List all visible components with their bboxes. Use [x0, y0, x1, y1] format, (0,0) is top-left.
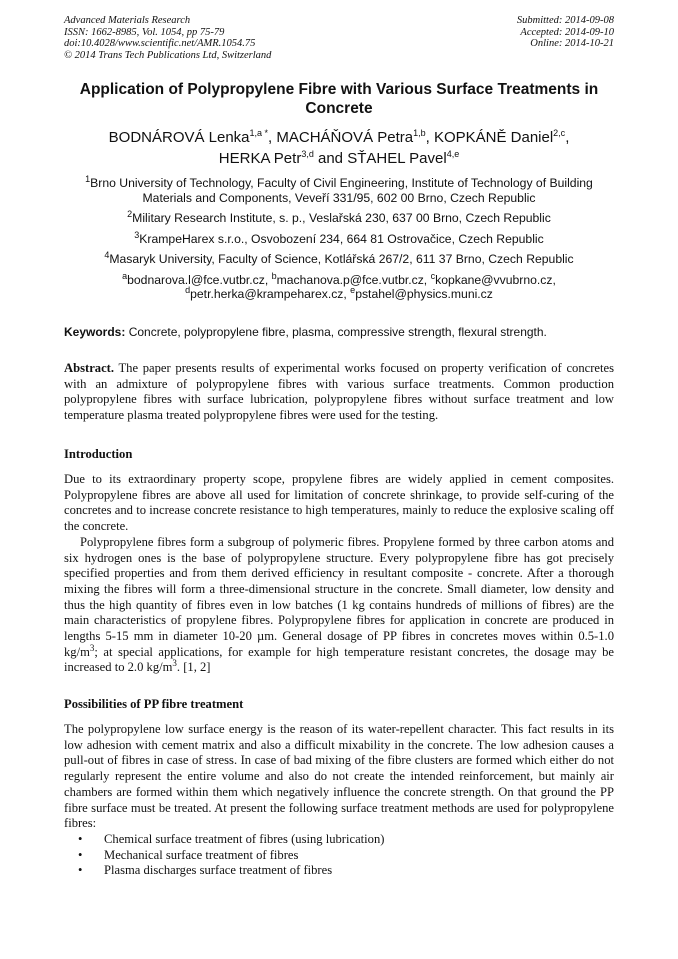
author-name: SŤAHEL Pavel — [347, 150, 447, 167]
affiliation-sup: 1 — [85, 173, 91, 184]
bullet-icon: • — [78, 831, 83, 846]
author-emails — [60, 270, 618, 302]
affiliation-sup: 2 — [127, 208, 133, 219]
affiliation-sup: 4 — [104, 249, 110, 260]
section-heading-introduction: Introduction — [64, 447, 133, 461]
paragraph-text: ; at special applications, for example for high temperature resistant concretes, the dosage may be increased to 2.0 kg/m — [64, 644, 614, 675]
introduction-body — [64, 472, 614, 676]
publication-dates — [517, 15, 614, 50]
email-sup: d — [185, 284, 191, 295]
section-heading-possibilities: Possibilities of PP fibre treatment — [64, 697, 244, 711]
affiliation-sup: 3 — [134, 229, 140, 240]
affiliation-text: KrampeHarex s.r.o., Osvobození 234, 664 81 Ostrovačice, Czech Republic — [139, 231, 544, 246]
author-affil-sup: 4,e — [446, 149, 460, 159]
email-link[interactable]: bodnarova.l@fce.vutbr.cz, — [127, 272, 272, 287]
author-affil-sup: 3,d — [301, 149, 314, 159]
author-name: HERKA Petr — [218, 150, 302, 167]
journal-name: Advanced Materials Research — [64, 15, 191, 26]
email-link[interactable]: kopkane@vvubrno.cz, — [435, 272, 556, 287]
paragraph — [64, 535, 614, 676]
email-link[interactable]: pstahel@physics.muni.cz — [355, 287, 493, 301]
journal-issn: ISSN: 1662-8985, Vol. 1054, pp 75-79 — [64, 26, 225, 38]
paper-title: Application of Polypropylene Fibre with Various Surface Treatments in Concrete — [79, 81, 599, 117]
paragraph: The polypropylene low surface energy is the reason of its water-repellent character. This fact results in its low adhesion with cement matrix and also a difficult mixability in the concrete. The low adhesion causes a pull-out of fibres in case of stress. In case of bad mixing of the fibre clusters are formed which either do not regularly represent the entire volume and also do not create the intended reinforcement, but mainly air chambers are formed within them which negatively influence the concrete strength. On that ground the PP fibre surface must be treated. At present the following surface treatment methods are used for polypropylene fibres: — [64, 722, 614, 831]
author-list — [50, 127, 628, 169]
affiliation — [60, 229, 618, 247]
author-affil-sup: 2,c — [553, 128, 566, 138]
affiliations — [60, 173, 618, 302]
keywords — [64, 325, 624, 340]
list-item — [64, 863, 614, 879]
submitted-date: Submitted: 2014-09-08 — [516, 15, 614, 26]
abstract-label: Abstract. — [64, 361, 115, 375]
email-sup: a — [122, 270, 128, 281]
bullet-icon: • — [78, 847, 83, 862]
affiliation — [60, 208, 618, 226]
list-item — [64, 848, 614, 864]
online-date: Online: 2014-10-21 — [530, 38, 614, 50]
list-item — [64, 832, 614, 848]
author-name: MACHÁŇOVÁ Petra — [276, 129, 414, 146]
author-name: BODNÁROVÁ Lenka — [108, 129, 250, 146]
author-and: and — [313, 150, 348, 167]
affiliation-text: Brno University of Technology, Faculty of Civil Engineering, Institute of Technology of Building Materials and Components, Veveří 331/95, 602 00 Brno, Czech Republic — [90, 176, 593, 205]
journal-doi: doi:10.4028/www.scientific.net/AMR.1054.75 — [64, 38, 256, 50]
author-sep: , — [565, 129, 570, 146]
superscript: 3 — [172, 658, 177, 669]
paragraph: Due to its extraordinary property scope, propylene fibres are widely applied in cement composites. Polypropylene fibres are above all used for limitation of concrete shrinkage, to provide self-curing of the concretes and to increase concrete resistance to high temperatures, mainly to reduce the explosive scaling off the concrete. — [64, 472, 614, 534]
email-sup: c — [430, 270, 436, 281]
journal-info — [64, 15, 271, 61]
author-affil-sup: 1,b — [413, 128, 426, 138]
bullet-icon: • — [78, 863, 83, 878]
author-name: KOPKÁNĚ Daniel — [433, 129, 554, 146]
author-sep: , — [425, 129, 434, 146]
email-link[interactable]: machanova.p@fce.vutbr.cz, — [276, 272, 431, 287]
citation: . [1, 2] — [176, 660, 211, 675]
author-affil-sup: 1,a * — [249, 128, 269, 138]
author-sep: , — [268, 129, 277, 146]
abstract-text: The paper presents results of experimental works focused on property verification of concretes with an admixture of polypropylene fibres with various surface treatments. Common production polypropylene fibres with surface lubrication, polypropylene fibres without surface treatment and low temperature plasma treated polypropylene fibres were used for the testing. — [64, 361, 614, 423]
list-item-text: Plasma discharges surface treatment of fibres — [104, 863, 333, 878]
possibilities-body — [64, 722, 614, 879]
email-sup: e — [350, 284, 356, 295]
affiliation — [60, 173, 618, 205]
superscript: 3 — [89, 642, 95, 653]
email-sup: b — [271, 270, 277, 281]
list-item-text: Chemical surface treatment of fibres (using lubrication) — [104, 831, 385, 846]
keywords-label: Keywords: — [64, 325, 126, 339]
affiliation-text: Military Research Institute, s. p., Veslařská 230, 637 00 Brno, Czech Republic — [132, 211, 551, 225]
affiliation — [60, 249, 618, 267]
list-item-text: Mechanical surface treatment of fibres — [104, 847, 299, 862]
abstract — [64, 361, 614, 424]
email-link[interactable]: petr.herka@krampeharex.cz, — [190, 287, 351, 301]
treatment-methods-list — [64, 832, 614, 879]
affiliation-text: Masaryk University, Faculty of Science, Kotlářská 267/2, 611 37 Brno, Czech Republic — [109, 252, 574, 266]
keywords-text: Concrete, polypropylene fibre, plasma, compressive strength, flexural strength. — [125, 325, 547, 339]
paragraph-text: Polypropylene fibres form a subgroup of polymeric fibres. Propylene formed by three carbon atoms and six hydrogen ones is the base of polypropylene structure. Every polypropylene fibre has got precisely specified properties and from them derived efficiency in resultant composite - concrete. After a thorough mixing the fibres will form a three-dimensional structure in the concrete. Small diameter, low density and thus the high quantity of fibres even in low batches (1 kg contains hundreds of millions of fibres) are the main characteristics of propylene fibres. Polypropylene fibres for application in concrete are produced in lengths 5-15 mm in diameter 10-20 µm. General dosage of PP fibres in concretes moves within 0.5-1.0 kg/m — [64, 534, 614, 659]
journal-copyright: © 2014 Trans Tech Publications Ltd, Switzerland — [64, 49, 272, 61]
accepted-date: Accepted: 2014-09-10 — [520, 26, 614, 38]
